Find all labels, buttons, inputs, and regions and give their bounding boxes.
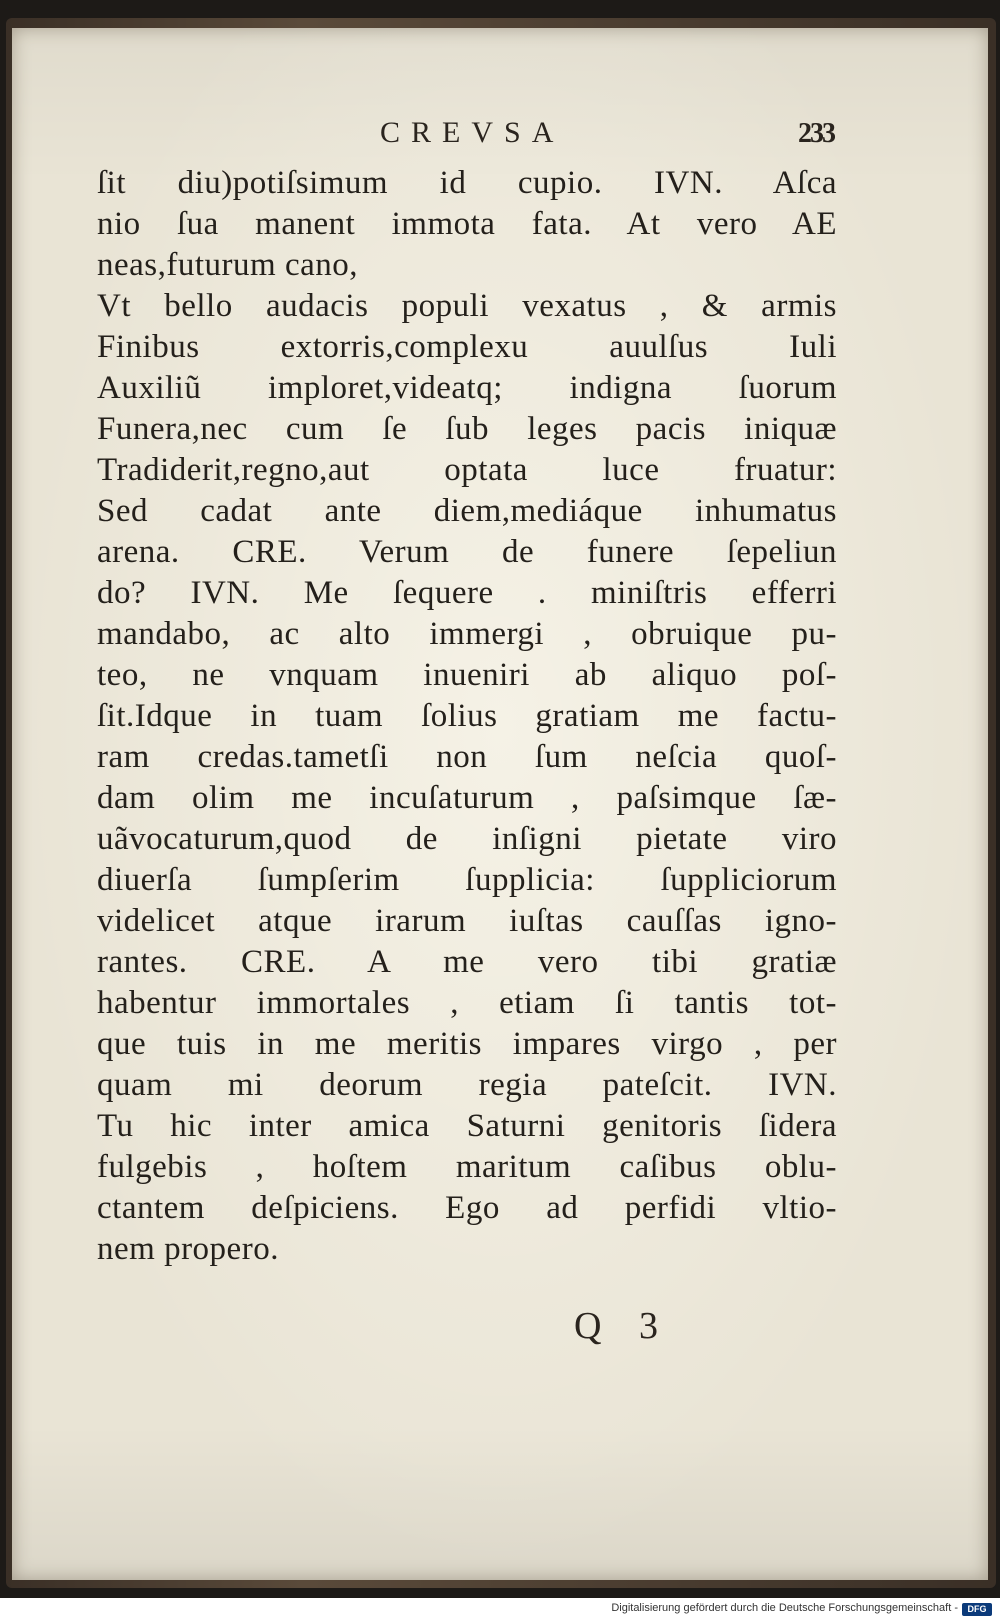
text-line: Funera,nec cum ſe ſub leges pacis iniquæ — [97, 411, 837, 447]
text-line: mandabo, ac alto immergi , obruique pu- — [97, 616, 837, 652]
text-line: ſit diu)potiſsimum id cupio. IVN. Aſca — [97, 165, 837, 201]
page-number: 233 — [798, 118, 834, 149]
text-line: fulgebis , hoſtem maritum caſibus oblu- — [97, 1149, 837, 1185]
signature-mark: Q 3 — [574, 1305, 672, 1347]
text-line: nem propero. — [97, 1231, 279, 1267]
text-line: Tu hic inter amica Saturni genitoris ſidera — [97, 1108, 837, 1144]
text-line: teo, ne vnquam inueniri ab aliquo poſ- — [97, 657, 837, 693]
text-line: ram credas.tametſi non ſum neſcia quoſ- — [97, 739, 837, 775]
text-line: Auxiliũ imploret,videatq; indigna ſuorum — [97, 370, 837, 406]
dfg-logo: DFG — [962, 1603, 992, 1616]
running-head — [12, 116, 988, 156]
text-line: Sed cadat ante diem,mediáque inhumatus — [97, 493, 837, 529]
text-line: que tuis in me meritis impares virgo , per — [97, 1026, 837, 1062]
running-head-title: CREVSA — [380, 116, 565, 149]
text-line: videlicet atque irarum iuſtas cauſſas igno- — [97, 903, 837, 939]
text-line: diuerſa ſumpſerim ſupplicia: ſuppliciorum — [97, 862, 837, 898]
text-line: ſit.Idque in tuam ſolius gratiam me factu- — [97, 698, 837, 734]
text-line: habentur immortales , etiam ſi tantis tot- — [97, 985, 837, 1021]
text-line: ctantem deſpiciens. Ego ad perfidi vltio- — [97, 1190, 837, 1226]
text-line: arena. CRE. Verum de funere ſepeliun — [97, 534, 837, 570]
body-text — [97, 163, 837, 1270]
text-line: Tradiderit,regno,aut optata luce fruatur: — [97, 452, 837, 488]
digitization-footer — [0, 1598, 1000, 1622]
text-line: nio ſua manent immota fata. At vero AE — [97, 206, 837, 242]
text-line: neas,futurum cano, — [97, 247, 358, 283]
text-line: Finibus extorris,complexu auulſus Iuli — [97, 329, 837, 365]
text-line: Vt bello audacis populi vexatus , & armis — [97, 288, 837, 324]
text-line: do? IVN. Me ſequere . miniſtris efferri — [97, 575, 837, 611]
funding-credit: Digitalisierung gefördert durch die Deutsche Forschungsgemeinschaft - — [611, 1602, 958, 1614]
text-line: uãvocaturum,quod de inſigni pietate viro — [97, 821, 837, 857]
book-page — [12, 28, 988, 1580]
text-line: rantes. CRE. A me vero tibi gratiæ — [97, 944, 837, 980]
text-line: quam mi deorum regia pateſcit. IVN. — [97, 1067, 837, 1103]
text-line: dam olim me incuſaturum , paſsimque ſæ- — [97, 780, 837, 816]
